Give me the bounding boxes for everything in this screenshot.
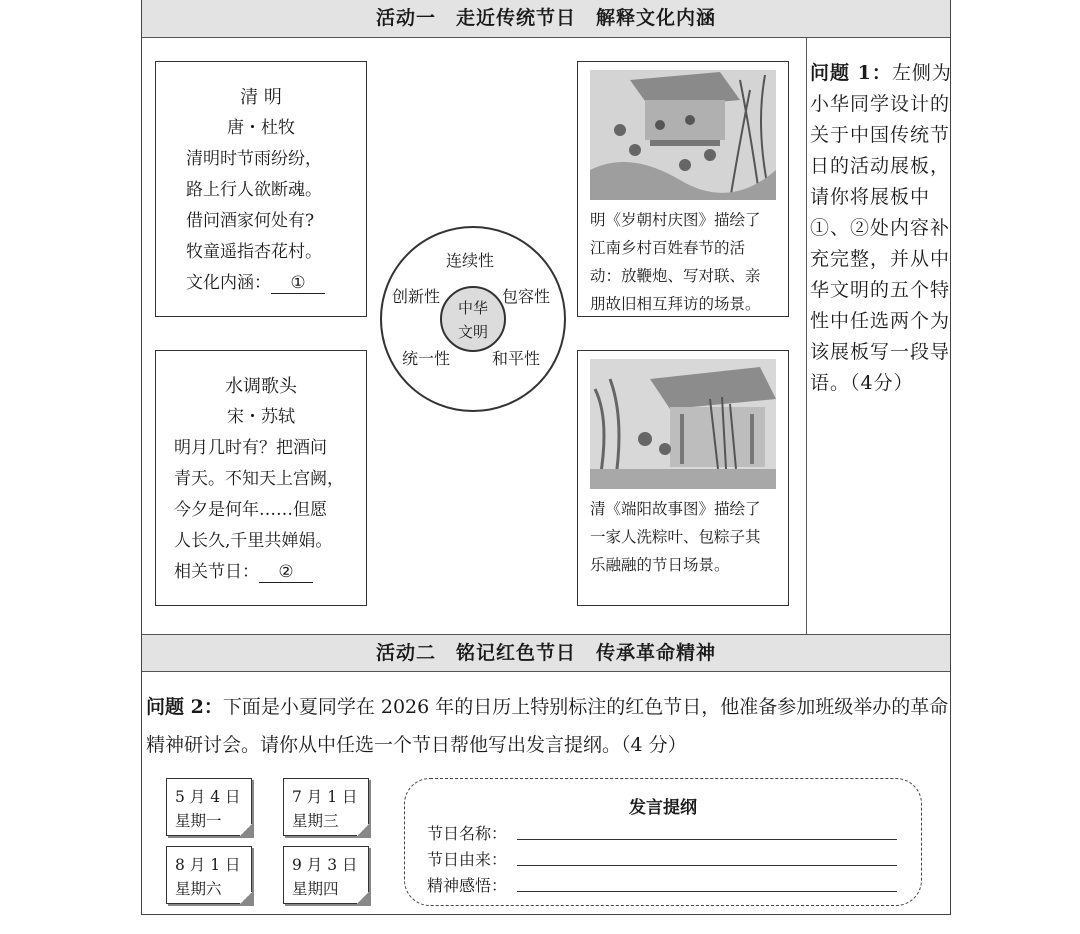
poem-author: 唐・杜牧 [227, 118, 295, 138]
painting-card-dragon-boat [577, 350, 789, 606]
caption-line: 江南乡村百姓春节的活 [590, 239, 746, 257]
poem-title: 清 明 [240, 87, 282, 108]
poem-author: 宋・苏轼 [227, 407, 295, 427]
calendar-card-sep-3[interactable] [283, 846, 369, 904]
blank-2[interactable]: ② [259, 562, 313, 583]
blank-1[interactable]: ① [271, 273, 325, 294]
caption-line: 明《岁朝村庆图》描绘了 [590, 211, 761, 229]
center-label: 文明 [457, 323, 488, 341]
poem-line: 青天。不知天上宫阙， [174, 469, 344, 489]
trait-unity: 统一性 [402, 349, 451, 368]
answer-line[interactable] [517, 865, 897, 866]
calendar-card-july-1[interactable] [283, 778, 369, 836]
page-fold-icon [357, 824, 369, 836]
caption-line: 动：放鞭炮、写对联、亲 [590, 267, 761, 285]
painting-caption [590, 495, 780, 579]
outline-row-spirit-reflection[interactable] [427, 873, 507, 896]
poem-line: 明月几时有？把酒问 [174, 438, 327, 458]
outline-row-festival-name[interactable] [427, 821, 507, 844]
calendar-date: 7 月 1 日 [292, 788, 358, 806]
question-label: 问题 2： [146, 696, 223, 718]
calendar-date: 9 月 3 日 [292, 856, 358, 874]
field-label: 相关节日： [174, 562, 259, 582]
caption-line: 乐融融的节日场景。 [590, 556, 730, 574]
column-divider [806, 38, 807, 634]
trait-peace: 和平性 [492, 349, 541, 368]
painting-card-spring-festival [577, 61, 789, 317]
answer-line[interactable] [517, 839, 897, 840]
caption-line: 朋故旧相互拜访的场景。 [590, 295, 761, 313]
calendar-date: 8 月 1 日 [175, 856, 241, 874]
poem-line: 路上行人欲断魂。 [186, 180, 322, 200]
poem-card-qingming [155, 61, 367, 317]
calendar-weekday: 星期一 [175, 812, 222, 830]
question-2 [146, 688, 950, 764]
caption-line: 一家人洗粽叶、包粽子其 [590, 528, 761, 546]
field-label: 文化内涵： [186, 273, 271, 293]
center-label: 中华 [457, 299, 488, 317]
question-text: 下面是小夏同学在 2026 年的日历上特别标注的红色节日，他准备参加班级举办的革命精神研讨会。请你从中任选一个节日帮他写出发言提纲。（4 分） [146, 696, 949, 756]
poem-line: 牧童遥指杏花村。 [186, 242, 322, 262]
poem-line: 清明时节雨纷纷， [186, 149, 322, 169]
poem-title: 水调歌头 [225, 376, 297, 397]
calendar-weekday: 星期六 [175, 880, 222, 898]
field-label: 精神感悟： [427, 876, 508, 895]
poem-card-shuidiaogetou [155, 350, 367, 606]
painting-image [590, 70, 776, 200]
outline-row-festival-origin[interactable] [427, 847, 507, 870]
calendar-date: 5 月 4 日 [175, 788, 241, 806]
activity2-title: 活动二 铭记红色节日 传承革命精神 [142, 634, 950, 672]
caption-line: 清《端阳故事图》描绘了 [590, 500, 761, 518]
question-label: 问题 1： [810, 62, 892, 84]
cultural-meaning-field [156, 268, 366, 299]
page-fold-icon [240, 824, 252, 836]
activity1-title: 活动一 走近传统节日 解释文化内涵 [142, 0, 950, 38]
page-fold-icon [240, 892, 252, 904]
poem-line: 借问酒家何处有? [186, 211, 315, 231]
calendar-weekday: 星期三 [292, 812, 339, 830]
trait-innovation: 创新性 [392, 287, 441, 306]
poem-line: 今夕是何年……但愿 [174, 500, 327, 520]
speech-outline-box [404, 778, 922, 906]
calendar-card-may-4[interactable] [166, 778, 252, 836]
calendar-weekday: 星期四 [292, 880, 339, 898]
civilization-inner-circle [440, 286, 506, 352]
trait-continuity: 连续性 [446, 251, 495, 270]
calendar-card-aug-1[interactable] [166, 846, 252, 904]
field-label: 节日名称： [427, 824, 508, 843]
page-fold-icon [357, 892, 369, 904]
related-festival-field [156, 557, 366, 588]
painting-image [590, 359, 776, 489]
question-text: 左侧为小华同学设计的关于中国传统节日的活动展板，请你将展板中①、②处内容补充完整，并从中华文明的五个特性中任选两个为该展板写一段导语。（4分） [810, 62, 952, 394]
field-label: 节日由来： [427, 850, 508, 869]
trait-inclusiveness: 包容性 [502, 287, 551, 306]
question-1 [810, 58, 954, 399]
poem-line: 人长久,千里共婵娟。 [174, 531, 333, 551]
painting-caption [590, 206, 780, 318]
outline-title: 发言提纲 [629, 798, 697, 818]
answer-line[interactable] [517, 891, 897, 892]
